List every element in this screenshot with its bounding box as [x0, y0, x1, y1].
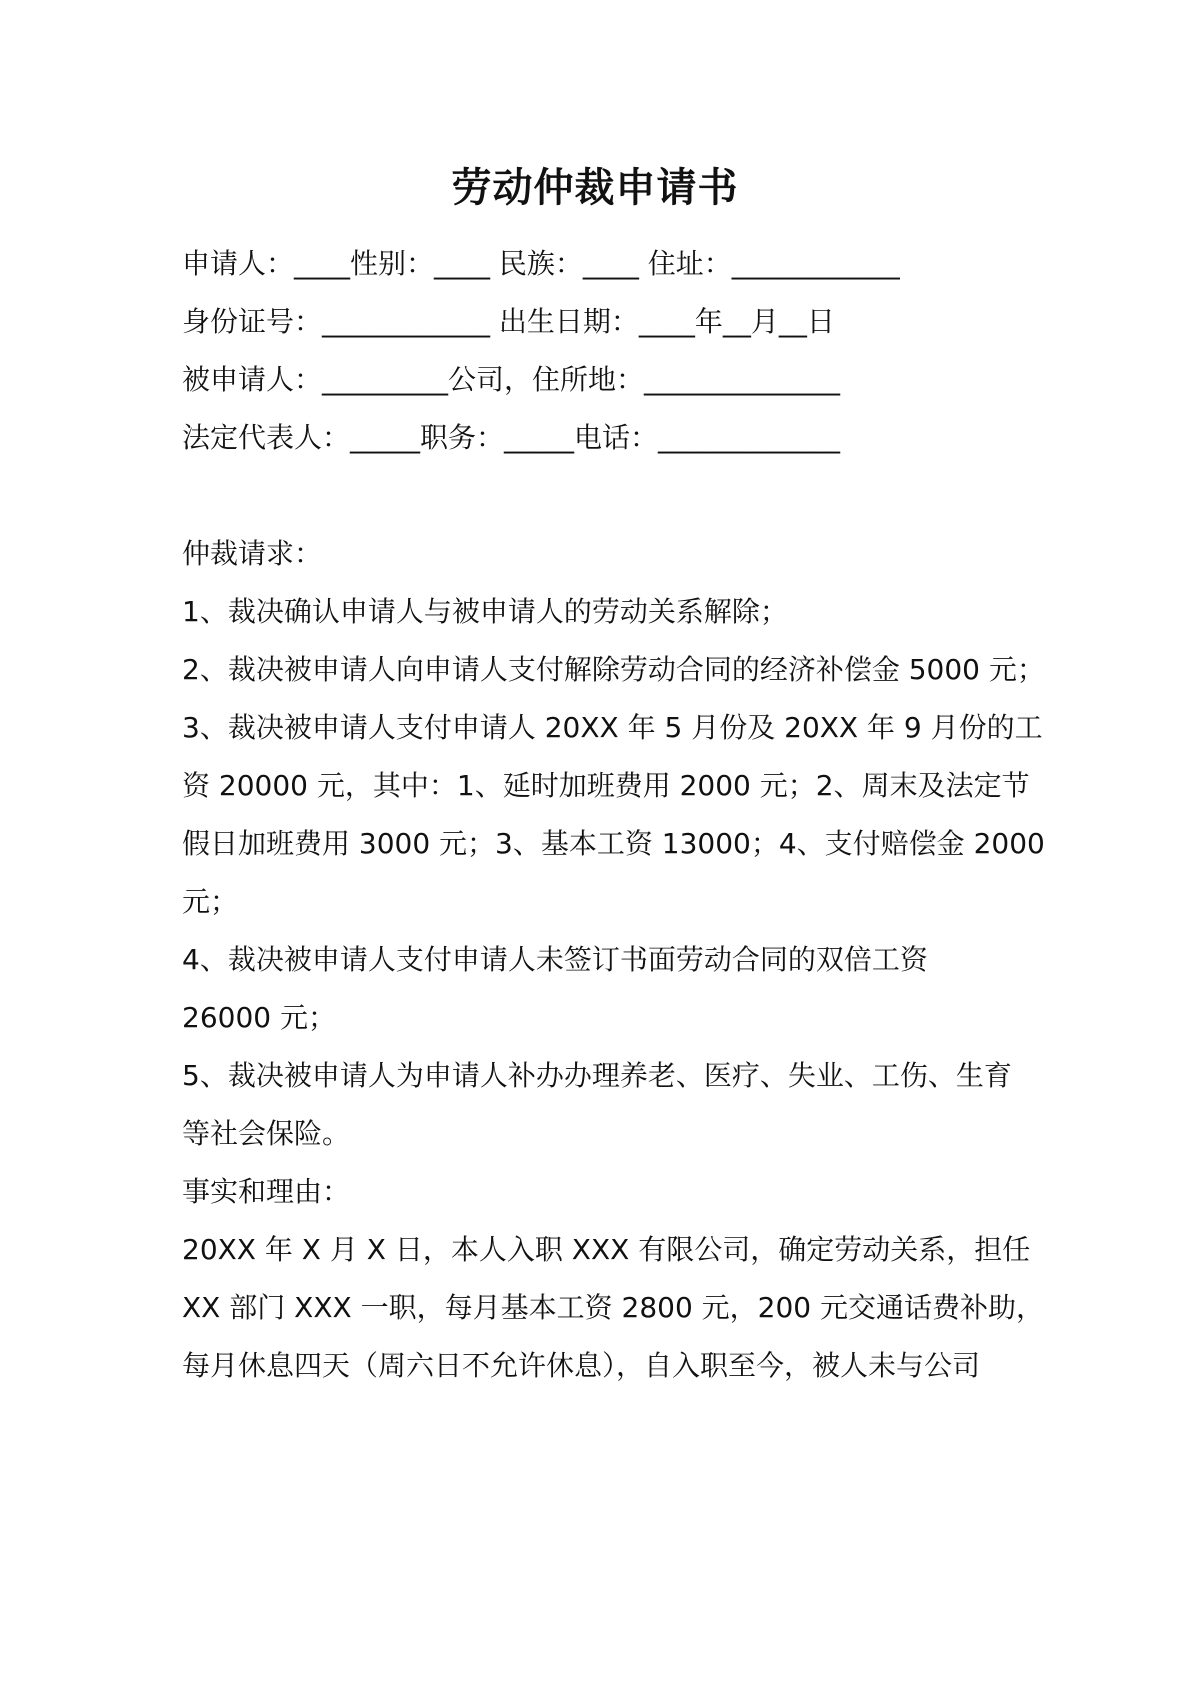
respondent-line: 被申请人：_________公司，住所地：______________	[182, 363, 841, 396]
claim-line: 3、裁决被申请人支付申请人 20XX 年 5 月份及 20XX 年 9 月份的工	[182, 711, 1043, 744]
legal-representative-line: 法定代表人：_____职务：_____电话：_____________	[182, 421, 841, 454]
document-title: 劳动仲裁申请书	[451, 165, 739, 211]
claim-line: 4、裁决被申请人支付申请人未签订书面劳动合同的双倍工资	[182, 943, 928, 976]
facts-line: 每月休息四天（周六日不允许休息），自入职至今，被人未与公司	[182, 1349, 981, 1382]
facts-line: XX 部门 XXX 一职，每月基本工资 2800 元，200 元交通话费补助，	[182, 1291, 1045, 1324]
claim-line: 资 20000 元，其中：1、延时加班费用 2000 元；2、周末及法定节	[182, 769, 1030, 802]
facts-line: 20XX 年 X 月 X 日，本人入职 XXX 有限公司，确定劳动关系，担任	[182, 1233, 1031, 1266]
id-birthdate-line: 身份证号：____________ 出生日期：____年__月__日	[182, 305, 835, 338]
claim-line: 2、裁决被申请人向申请人支付解除劳动合同的经济补偿金 5000 元；	[182, 653, 1045, 686]
claim-line: 等社会保险。	[182, 1117, 351, 1150]
claim-line: 26000 元；	[182, 1001, 336, 1034]
claim-line: 假日加班费用 3000 元；3、基本工资 13000；4、支付赔偿金 2000	[182, 827, 1045, 860]
claim-line: 1、裁决确认申请人与被申请人的劳动关系解除；	[182, 595, 788, 628]
facts-heading: 事实和理由：	[182, 1175, 351, 1208]
applicant-line: 申请人：____性别：____ 民族：____ 住址：____________	[182, 247, 900, 280]
claims-heading: 仲裁请求：	[182, 537, 323, 570]
claim-line: 5、裁决被申请人为申请人补办办理养老、医疗、失业、工伤、生育	[182, 1059, 1012, 1092]
claim-line: 元；	[182, 885, 239, 918]
